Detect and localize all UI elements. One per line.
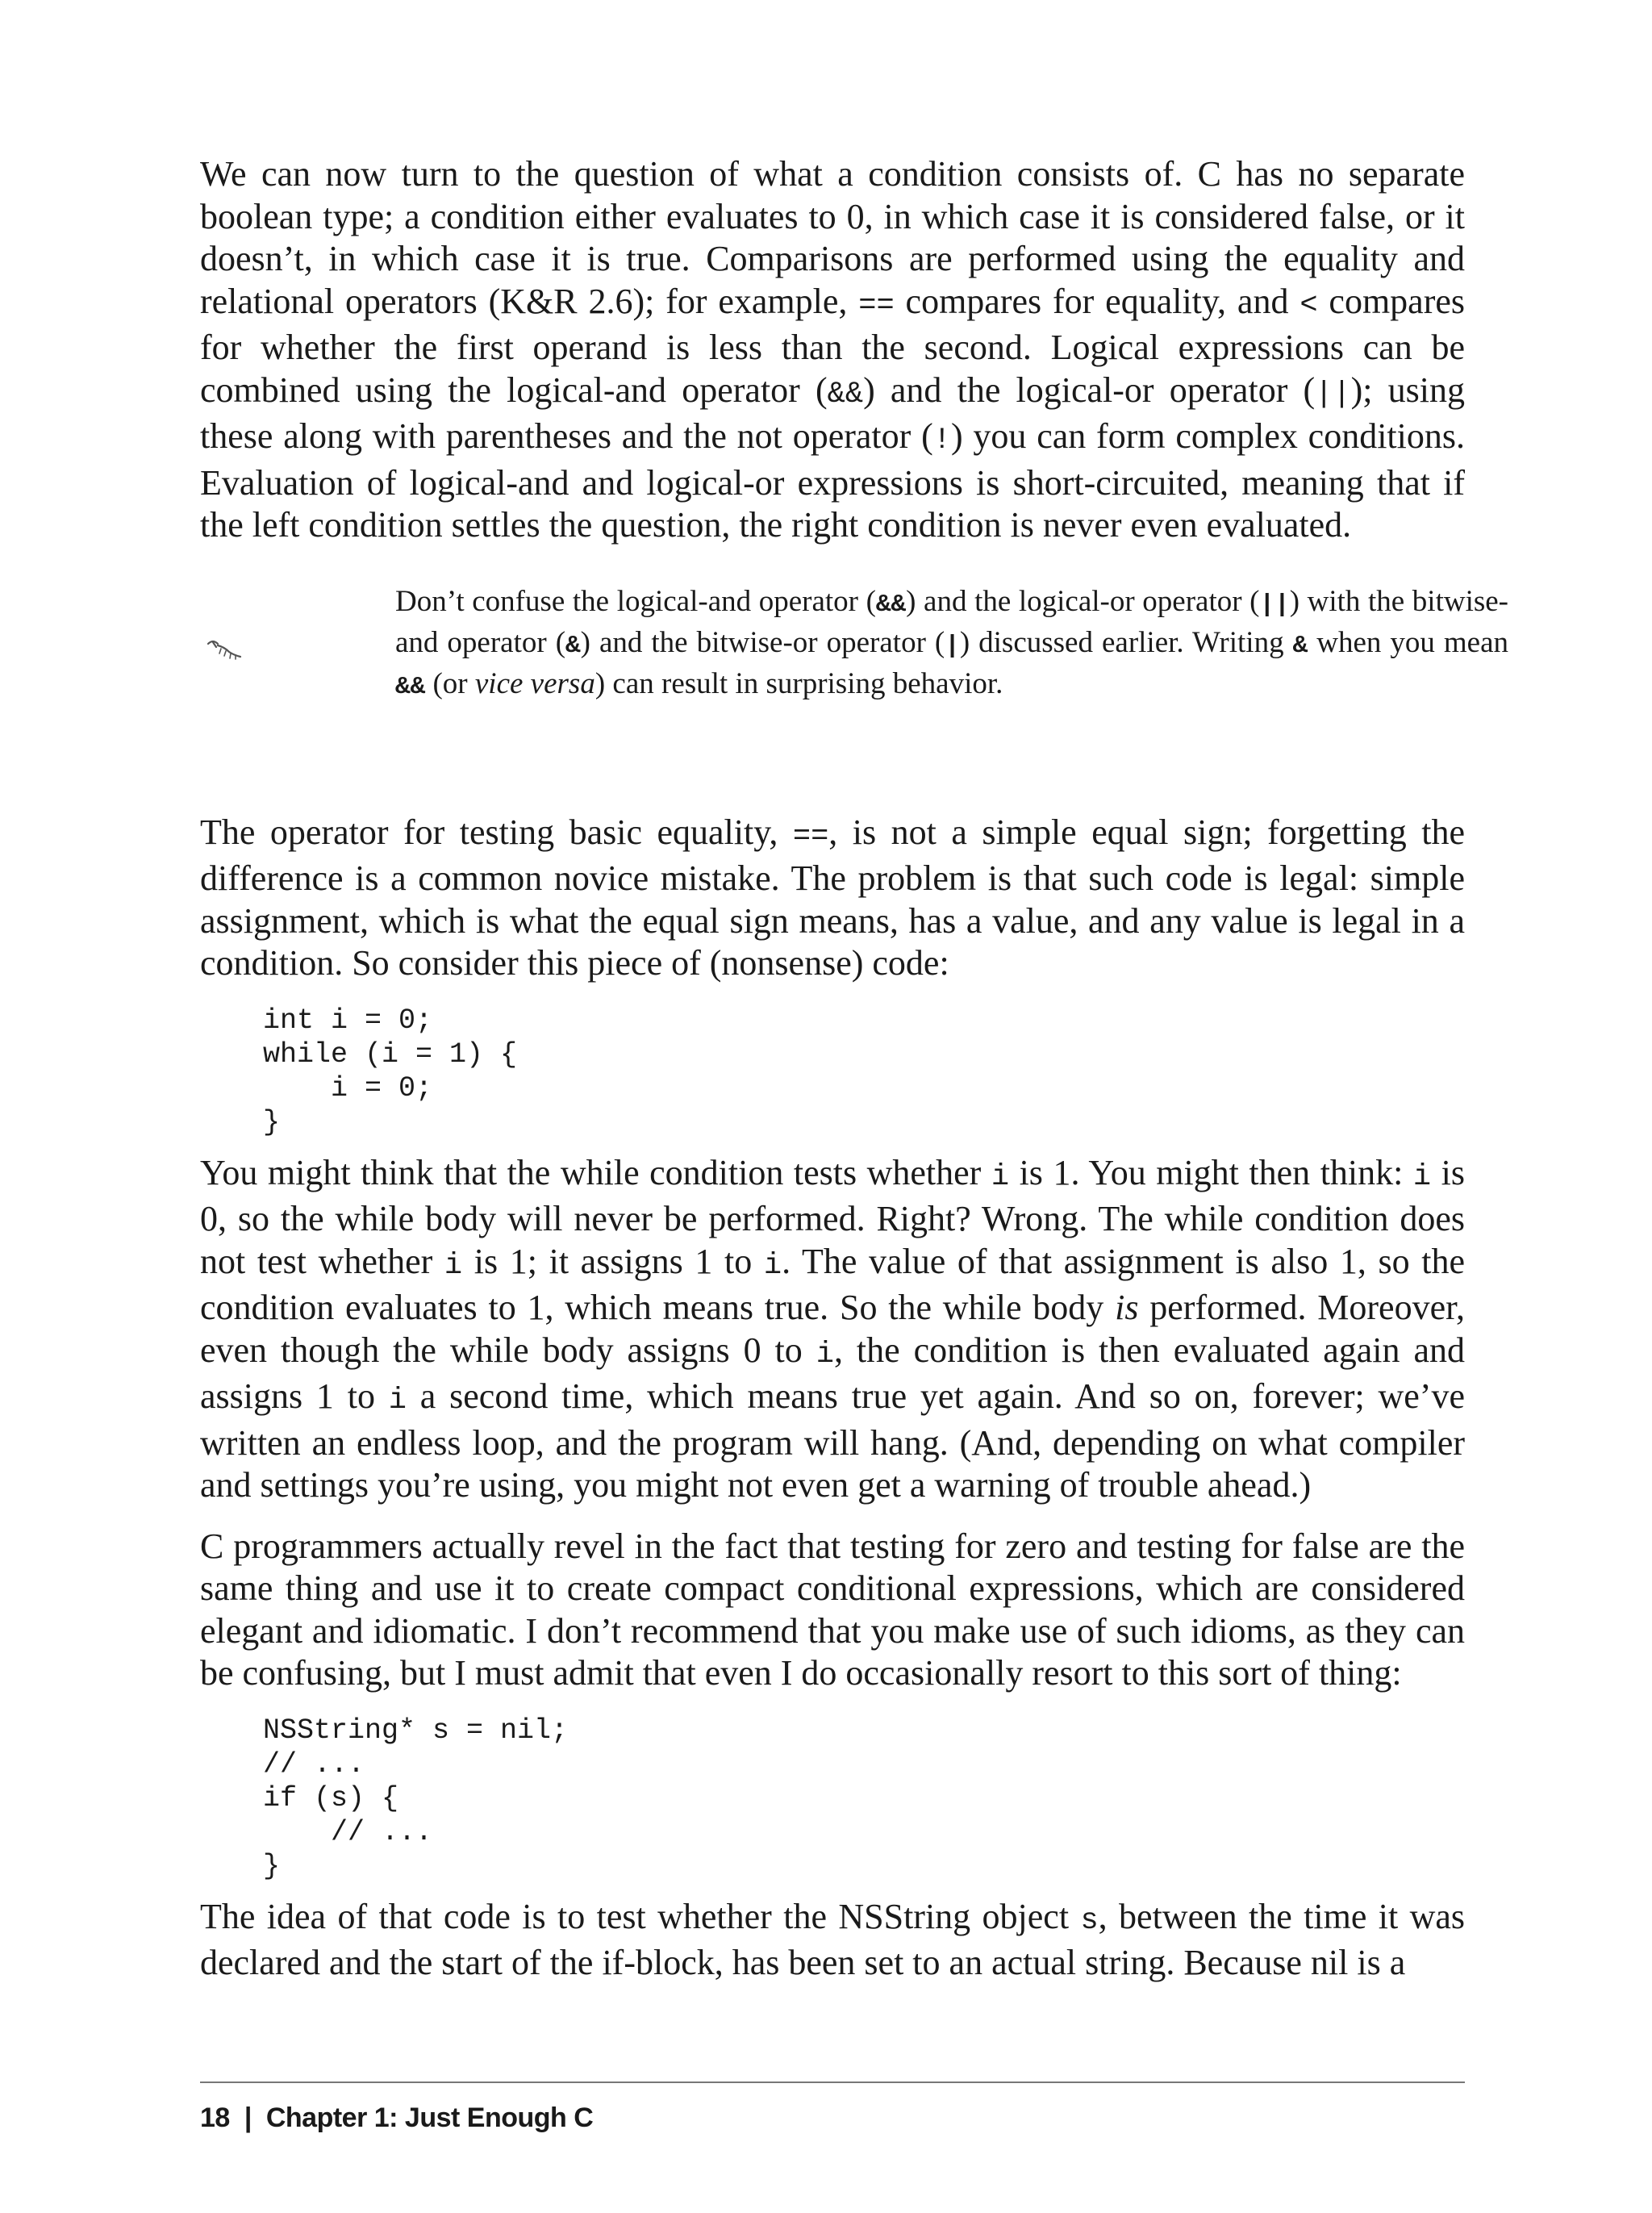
page-content xyxy=(200,153,1508,2003)
inline-code: < xyxy=(1299,288,1318,323)
inline-code: && xyxy=(827,377,864,411)
text-run: ) with the bitwise-and operator ( xyxy=(395,584,1508,659)
inline-code: i xyxy=(444,1248,463,1283)
text-run: You might think that the while condition tests whether xyxy=(200,1152,991,1192)
text-run: compares for whether the first operand is less than the second. Logical expressions can be combined using the logical-and operator ( xyxy=(200,281,1466,410)
inline-code: i xyxy=(1412,1159,1432,1194)
text-run: , the condition is then evaluated again and assigns 1 to xyxy=(200,1330,1466,1416)
text-run: is 0, so the while body will never be performed. Right? Wrong. The while condition does not test whether xyxy=(200,1152,1465,1281)
inline-code: && xyxy=(395,672,426,701)
paragraph-conditions xyxy=(200,153,1465,547)
code-block-while-loop: int i = 0; while (i = 1) { i = 0; } xyxy=(263,1004,518,1138)
inline-code: i xyxy=(991,1159,1010,1194)
text-run: ) you can form complex conditions. Evaluation of logical-and and logical-or expressions is short-circuited, meaning that if the left condition settles the question, the right condition is never even evaluated. xyxy=(200,416,1465,545)
note-text xyxy=(395,582,1508,706)
text-run: ) and the logical-or operator ( xyxy=(863,370,1316,410)
text-run: Don’t confuse the logical-and operator ( xyxy=(395,584,876,618)
page-number: 18 xyxy=(200,2102,230,2133)
text-run: The idea of that code is to test whether the NSString object xyxy=(200,1896,1081,1936)
inline-code: || xyxy=(1315,377,1351,411)
emphasis: is xyxy=(1115,1288,1139,1327)
text-run: C programmers actually revel in the fact that testing for zero and testing for false are the same thing and use it to create compact conditional expressions, which are considered elegant and idiomatic. I don’t recommend that you make use of such idioms, as they can be confusing, but I must admit that even I do occasionally resort to this sort of thing: xyxy=(200,1526,1465,1693)
text-run: performed. Moreover, even though the while body assigns 0 to xyxy=(200,1288,1466,1370)
inline-code: && xyxy=(875,590,907,619)
text-run: ) and the bitwise-or operator ( xyxy=(580,625,945,659)
inline-code: i xyxy=(816,1337,834,1372)
footer-separator: | xyxy=(244,2102,252,2133)
text-run: is 1; it assigns 1 to xyxy=(462,1241,764,1281)
inline-code: == xyxy=(858,288,895,323)
inline-code: i xyxy=(763,1248,782,1283)
text-run: is 1. You might then think: xyxy=(1009,1152,1413,1192)
inline-code: | xyxy=(945,631,960,660)
text-run: ) can result in surprising behavior. xyxy=(594,666,1003,700)
warning-scorpion-icon xyxy=(206,639,242,662)
inline-code: & xyxy=(565,631,581,660)
text-run: , is not a simple equal sign; forgetting the difference is a common novice mistake. The problem is that such code is legal: simple assignment, which is what the equal sign means, has a value, and any value is legal in a condition. So consider this piece of (nonsense) code: xyxy=(200,812,1466,983)
text-run: The operator for testing basic equality, xyxy=(200,812,793,852)
paragraph-nsstring-idea xyxy=(200,1896,1465,1985)
text-run: . The value of that assignment is also 1, so the condition evaluates to 1, which means true. So the while body xyxy=(200,1241,1465,1327)
text-run: We can now turn to the question of what a condition consists of. C has no separate boolean type; a condition either evaluates to 0, in which case it is considered false, or it doesn’t, in which case it is true. Comparisons are performed using the equality and relational operators (K&R 2.6); for example, xyxy=(200,154,1465,321)
text-run: ) and the logical-or operator ( xyxy=(906,584,1260,618)
text-run: , between the time it was declared and the start of the if-block, has been set to an actual string. Because nil is a xyxy=(200,1896,1466,1982)
text-run: compares for equality, and xyxy=(894,281,1300,321)
emphasis: vice versa xyxy=(474,666,595,700)
inline-code: & xyxy=(1292,631,1308,660)
text-run: (or xyxy=(425,666,475,700)
inline-code: i xyxy=(388,1384,407,1418)
footer-text xyxy=(200,2102,1465,2134)
text-run: ); using these along with parentheses and the not operator ( xyxy=(200,370,1465,456)
inline-code: ! xyxy=(932,424,951,457)
footer-divider xyxy=(200,2081,1465,2083)
code-block-nsstring: NSString* s = nil; // ... if (s) { // ... } xyxy=(263,1714,569,1882)
chapter-title: Chapter 1: Just Enough C xyxy=(265,2102,594,2133)
paragraph-idioms xyxy=(200,1526,1465,1695)
text-run: a second time, which means true yet again. And so on, forever; we’ve written an endless loop, and the program will hang. (And, depending on what compiler and settings you’re using, you might not even get a warning of trouble ahead.) xyxy=(200,1376,1465,1505)
paragraph-while-explanation xyxy=(200,1152,1465,1507)
text-run: ) discussed earlier. Writing xyxy=(959,625,1293,659)
page-footer xyxy=(200,2081,1465,2134)
warning-note xyxy=(200,582,1508,779)
text-run: when you mean xyxy=(1308,625,1508,659)
inline-code: s xyxy=(1080,1903,1099,1938)
inline-code: == xyxy=(792,819,829,854)
paragraph-equality xyxy=(200,812,1465,985)
inline-code: || xyxy=(1259,590,1290,619)
